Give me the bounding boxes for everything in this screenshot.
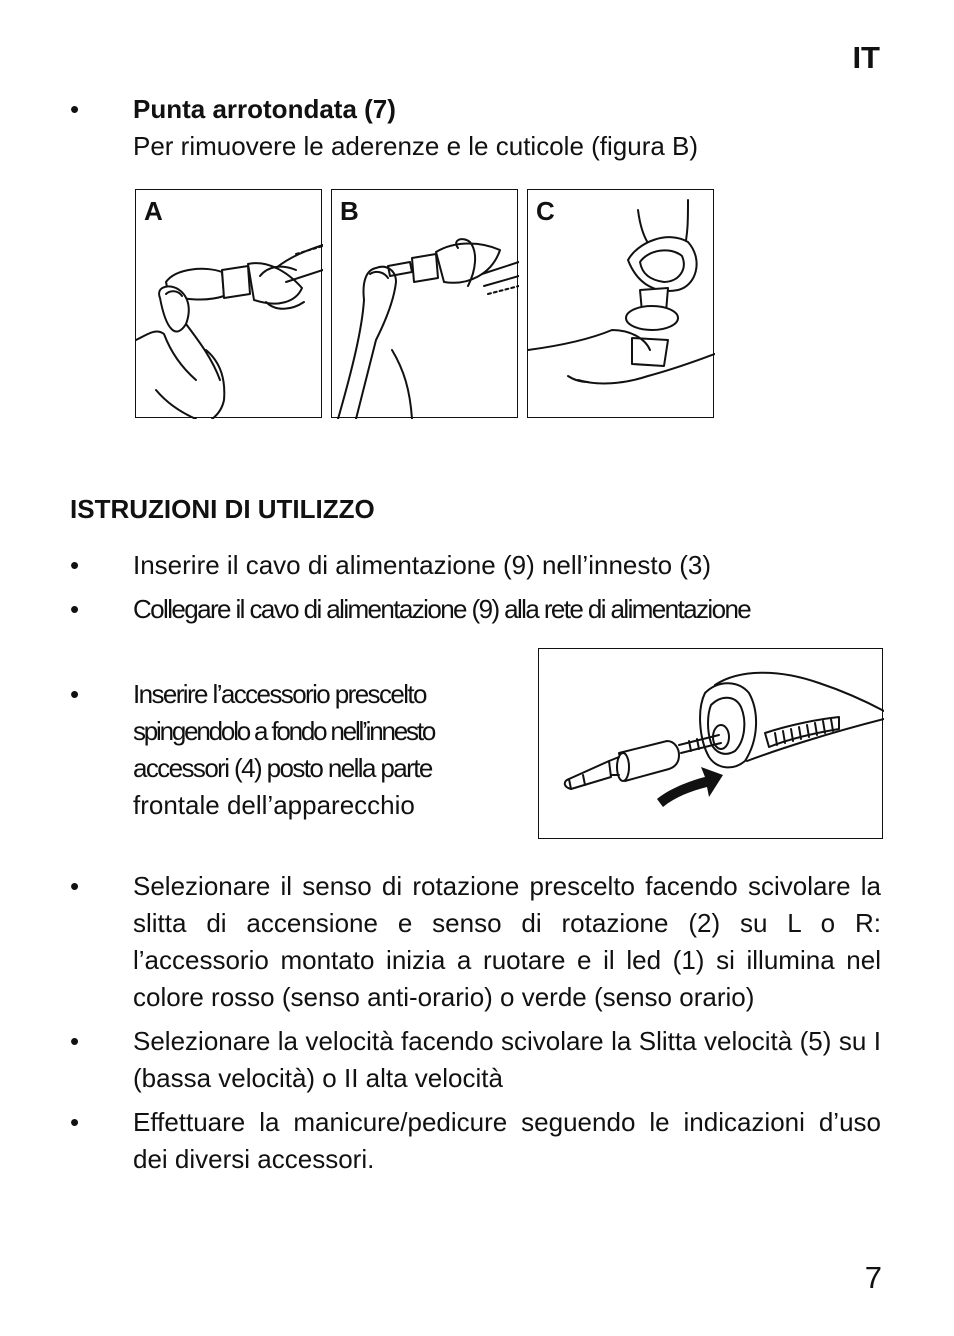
figure-label: C	[536, 196, 555, 226]
language-code: IT	[852, 40, 880, 75]
hand-holding-rounded-tip-icon	[136, 190, 323, 419]
hand-cuticle-tip-icon	[332, 190, 519, 419]
device-accessory-insertion-arrow-icon	[539, 649, 884, 840]
figure-a	[135, 189, 322, 418]
figure-c	[527, 189, 714, 418]
page-number: 7	[864, 1260, 882, 1295]
step-3-line: accessori (4) posto nella parte	[133, 753, 432, 783]
step-6: Effettuare la manicure/pedicure seguendo le indicazioni d’uso dei diversi accessori.	[133, 1107, 881, 1174]
step-3-line: spingendolo a fondo nell’innesto	[133, 716, 435, 746]
bullet-marker: •	[70, 1026, 80, 1056]
bullet-marker: •	[70, 871, 80, 901]
tip-description: Per rimuovere le aderenze e le cuticole (figura B)	[133, 131, 699, 161]
step-4: Selezionare il senso di rotazione prescelto facendo scivolare la slitta di accensione e senso di rotazione (2) su L o R: l’accessorio montato inizia a ruotare e il led (1) si illumina nel colore rosso (senso anti-orario) o verde (senso orario)	[133, 871, 881, 1012]
bullet-marker: •	[70, 594, 80, 624]
hand-inserting-accessory-icon	[528, 190, 715, 419]
tip-title: Punta arrotondata (7)	[133, 94, 396, 124]
bullet-marker: •	[70, 1107, 80, 1137]
bullet-marker: •	[70, 679, 80, 709]
figure-label: A	[144, 196, 163, 226]
step-1: Inserire il cavo di alimentazione (9) nell’innesto (3)	[133, 550, 712, 580]
step-3-line: Inserire l’accessorio prescelto	[133, 679, 426, 709]
bullet-marker: •	[70, 550, 80, 580]
device-illustration	[538, 648, 883, 839]
step-2: Collegare il cavo di alimentazione (9) alla rete di alimentazione	[133, 594, 751, 624]
instructions-heading: ISTRUZIONI DI UTILIZZO	[70, 494, 375, 524]
step-5: Selezionare la velocità facendo scivolare la Slitta velocità (5) su I (bassa velocità) o II alta velocità	[133, 1026, 881, 1093]
figure-label: B	[340, 196, 359, 226]
step-3	[133, 676, 505, 824]
step-3-line: frontale dell’apparecchio	[133, 790, 415, 820]
figure-b	[331, 189, 518, 418]
bullet-marker: •	[70, 94, 80, 124]
